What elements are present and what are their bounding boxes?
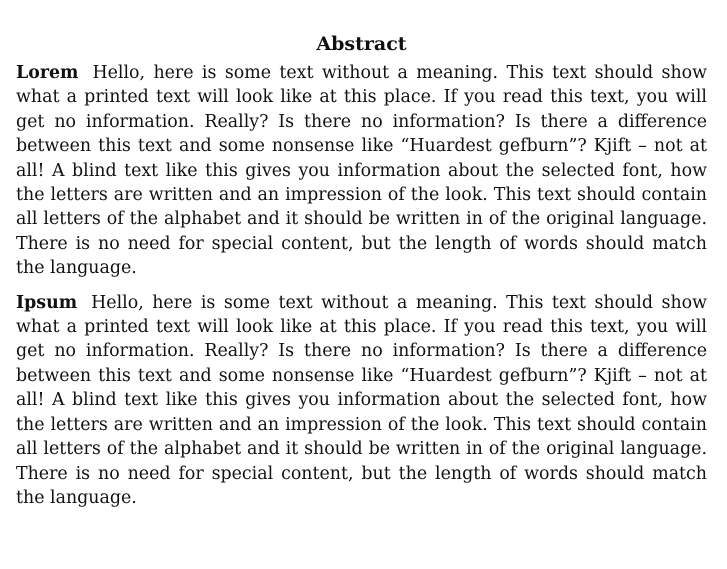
paragraph-text-lorem: Hello, here is some text without a meaning. This text should show what a printed text will look like at this place. If you read this text, you will get no information. Really? Is there no information? Is there a difference between this text and some nonsense like “Huardest gefburn”? Kjift – not at all! A blind text like this gives you information about the selected font, how the letters are written and an impression of the look. This text should contain all letters of the alphabet and it should be written in of the original language. There is no need for special content, but the length of words should match the language. [16,63,707,279]
abstract-title: Abstract [316,33,407,55]
paragraph-text-ipsum: Hello, here is some text without a meaning. This text should show what a printed text will look like at this place. If you read this text, you will get no information. Really? Is there no information? Is there a difference between this text and some nonsense like “Huardest gefburn”? Kjift – not at all! A blind text like this gives you information about the selected font, how the letters are written and an impression of the look. This text should contain all letters of the alphabet and it should be written in of the original language. There is no need for special content, but the length of words should match the language. [16,292,707,508]
abstract-paragraph-ipsum [16,291,707,511]
abstract-paragraph-lorem [16,61,707,281]
paragraph-heading-ipsum: Ipsum [16,292,78,313]
paragraph-heading-lorem: Lorem [16,63,79,83]
